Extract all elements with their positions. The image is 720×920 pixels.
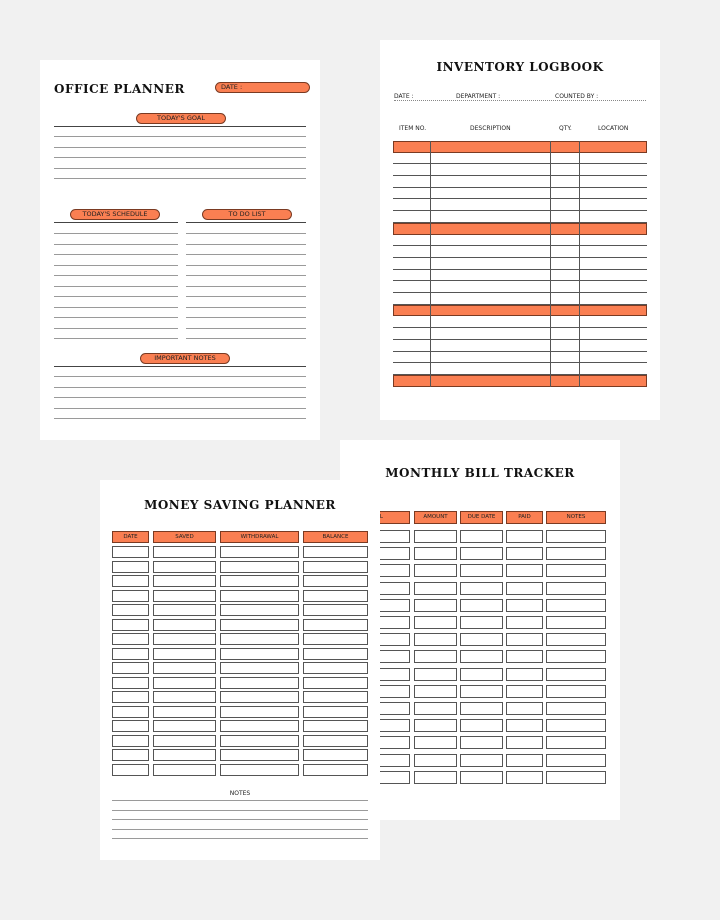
money-cell[interactable] <box>303 735 368 747</box>
inventory-row[interactable] <box>393 317 647 329</box>
money-cell[interactable] <box>153 604 216 616</box>
money-cell[interactable] <box>220 735 299 747</box>
money-cell[interactable] <box>153 590 216 602</box>
inventory-row[interactable] <box>393 258 647 270</box>
todo-line <box>186 328 306 329</box>
bill-col-header: AMOUNT <box>414 511 457 524</box>
money-cell[interactable] <box>153 735 216 747</box>
inventory-row[interactable] <box>393 188 647 200</box>
goal-line <box>54 168 306 169</box>
bill-cell[interactable] <box>460 582 503 595</box>
bill-col-header: PAID <box>506 511 543 524</box>
bill-cell[interactable] <box>506 530 543 543</box>
money-cell[interactable] <box>303 633 368 645</box>
money-cell[interactable] <box>153 720 216 732</box>
money-cell[interactable] <box>153 648 216 660</box>
bill-cell[interactable] <box>414 633 457 646</box>
bill-cell[interactable] <box>506 719 543 732</box>
todo-line <box>186 296 306 297</box>
money-table <box>111 531 369 781</box>
money-cell[interactable] <box>303 706 368 718</box>
bill-cell[interactable] <box>414 547 457 560</box>
bill-cell[interactable] <box>546 582 606 595</box>
office-planner-page <box>40 60 320 440</box>
bill-cell[interactable] <box>460 599 503 612</box>
bill-cell[interactable] <box>414 599 457 612</box>
money-notes-line <box>112 838 368 839</box>
inventory-counted-label: COUNTED BY : <box>555 93 599 100</box>
inventory-section-row <box>393 141 647 153</box>
bill-cell[interactable] <box>546 650 606 663</box>
schedule-line <box>54 338 178 339</box>
money-cell[interactable] <box>112 691 149 703</box>
money-cell[interactable] <box>220 691 299 703</box>
money-cell[interactable] <box>112 604 149 616</box>
bill-cell[interactable] <box>414 668 457 681</box>
money-cell[interactable] <box>153 662 216 674</box>
bill-cell[interactable] <box>460 771 503 784</box>
bill-cell[interactable] <box>506 771 543 784</box>
money-cell[interactable] <box>112 764 149 776</box>
inventory-column-divider <box>579 141 580 387</box>
bill-cell[interactable] <box>414 719 457 732</box>
todo-line <box>186 275 306 276</box>
goal-line <box>54 178 306 179</box>
bill-cell[interactable] <box>546 530 606 543</box>
bill-cell[interactable] <box>506 547 543 560</box>
bill-cell[interactable] <box>460 668 503 681</box>
schedule-line <box>54 317 178 318</box>
inventory-header-dotted-line <box>394 100 646 101</box>
money-col-header: BALANCE <box>303 531 368 543</box>
inventory-department-label: DEPARTMENT : <box>456 93 501 100</box>
money-cell[interactable] <box>303 691 368 703</box>
money-cell[interactable] <box>220 604 299 616</box>
bill-cell[interactable] <box>506 582 543 595</box>
bill-cell[interactable] <box>546 719 606 732</box>
notes-line <box>54 408 306 409</box>
money-cell[interactable] <box>220 677 299 689</box>
bill-cell[interactable] <box>506 616 543 629</box>
money-notes-label: NOTES <box>229 790 251 797</box>
bill-cell[interactable] <box>506 736 543 749</box>
todo-line <box>186 286 306 287</box>
bill-cell[interactable] <box>414 754 457 767</box>
bill-cell[interactable] <box>546 702 606 715</box>
money-cell[interactable] <box>153 706 216 718</box>
inventory-col-description: DESCRIPTION <box>470 125 511 132</box>
bill-table <box>340 511 620 791</box>
inventory-row[interactable] <box>393 176 647 188</box>
money-cell[interactable] <box>220 764 299 776</box>
bill-cell[interactable] <box>460 754 503 767</box>
inventory-row[interactable] <box>393 211 647 223</box>
todo-list-label: TO DO LIST <box>202 209 292 220</box>
bill-cell[interactable] <box>414 650 457 663</box>
inventory-row[interactable] <box>393 200 647 212</box>
money-notes-line <box>112 810 368 811</box>
bill-cell[interactable] <box>506 564 543 577</box>
inventory-column-divider <box>550 141 551 387</box>
money-cell[interactable] <box>220 575 299 587</box>
bill-cell[interactable] <box>460 633 503 646</box>
bill-cell[interactable] <box>546 633 606 646</box>
notes-line <box>54 387 306 388</box>
inventory-col-qty: QTY. <box>559 125 572 132</box>
schedule-line <box>54 275 178 276</box>
bill-cell[interactable] <box>546 685 606 698</box>
bill-col-header: L <box>360 511 410 524</box>
money-saving-planner-page <box>100 480 380 860</box>
bill-cell[interactable] <box>414 685 457 698</box>
bill-cell[interactable] <box>506 599 543 612</box>
inventory-row[interactable] <box>393 340 647 352</box>
todo-top-rule <box>186 222 306 223</box>
money-cell[interactable] <box>153 561 216 573</box>
money-cell[interactable] <box>303 590 368 602</box>
money-cell[interactable] <box>112 619 149 631</box>
money-cell[interactable] <box>220 720 299 732</box>
money-cell[interactable] <box>220 749 299 761</box>
inventory-row[interactable] <box>393 235 647 247</box>
bill-cell[interactable] <box>546 736 606 749</box>
money-cell[interactable] <box>153 764 216 776</box>
todo-line <box>186 233 306 234</box>
todo-line <box>186 338 306 339</box>
money-cell[interactable] <box>303 749 368 761</box>
money-cell[interactable] <box>153 749 216 761</box>
schedule-line <box>54 233 178 234</box>
money-planner-title: MONEY SAVING PLANNER <box>144 498 336 512</box>
money-notes-line <box>112 819 368 820</box>
money-col-header: WITHDRAWAL <box>220 531 299 543</box>
money-cell[interactable] <box>220 662 299 674</box>
money-cell[interactable] <box>112 720 149 732</box>
todo-line <box>186 254 306 255</box>
bill-cell[interactable] <box>414 616 457 629</box>
bill-cell[interactable] <box>546 599 606 612</box>
money-cell[interactable] <box>303 561 368 573</box>
bill-cell[interactable] <box>546 616 606 629</box>
bill-cell[interactable] <box>414 564 457 577</box>
inventory-row[interactable] <box>393 293 647 305</box>
bill-cell[interactable] <box>506 754 543 767</box>
money-cell[interactable] <box>112 575 149 587</box>
office-date-field[interactable]: DATE : <box>215 82 310 93</box>
todo-line <box>186 307 306 308</box>
bill-col-header: NOTES <box>546 511 606 524</box>
money-cell[interactable] <box>303 604 368 616</box>
money-cell[interactable] <box>303 677 368 689</box>
notes-top-rule <box>54 366 306 367</box>
inventory-title: INVENTORY LOGBOOK <box>436 60 604 74</box>
bill-col-header: DUE DATE <box>460 511 503 524</box>
bill-cell[interactable] <box>460 530 503 543</box>
schedule-top-rule <box>54 222 178 223</box>
schedule-line <box>54 296 178 297</box>
schedule-line <box>54 328 178 329</box>
inventory-row[interactable] <box>393 153 647 165</box>
money-cell[interactable] <box>303 575 368 587</box>
schedule-line <box>54 307 178 308</box>
schedule-line <box>54 265 178 266</box>
bill-cell[interactable] <box>460 702 503 715</box>
bill-cell[interactable] <box>546 771 606 784</box>
bill-cell[interactable] <box>414 702 457 715</box>
money-cell[interactable] <box>303 648 368 660</box>
todo-line <box>186 265 306 266</box>
money-cell[interactable] <box>220 633 299 645</box>
money-cell[interactable] <box>112 662 149 674</box>
inventory-section-row <box>393 223 647 235</box>
inventory-row[interactable] <box>393 246 647 258</box>
inventory-row[interactable] <box>393 328 647 340</box>
money-cell[interactable] <box>112 546 149 558</box>
bill-cell[interactable] <box>506 650 543 663</box>
bill-cell[interactable] <box>546 668 606 681</box>
money-cell[interactable] <box>112 648 149 660</box>
inventory-date-label: DATE : <box>394 93 414 100</box>
money-cell[interactable] <box>112 677 149 689</box>
money-cell[interactable] <box>303 546 368 558</box>
bill-cell[interactable] <box>460 736 503 749</box>
money-cell[interactable] <box>153 546 216 558</box>
inventory-row[interactable] <box>393 164 647 176</box>
inventory-table <box>393 141 647 386</box>
bill-cell[interactable] <box>506 702 543 715</box>
money-cell[interactable] <box>220 648 299 660</box>
money-cell[interactable] <box>220 619 299 631</box>
goal-line <box>54 157 306 158</box>
todays-schedule-label: TODAY'S SCHEDULE <box>70 209 160 220</box>
notes-line <box>54 418 306 419</box>
goal-line <box>54 147 306 148</box>
money-cell[interactable] <box>153 633 216 645</box>
money-cell[interactable] <box>112 706 149 718</box>
bill-cell[interactable] <box>460 650 503 663</box>
bill-cell[interactable] <box>414 530 457 543</box>
office-planner-title: OFFICE PLANNER <box>54 82 185 96</box>
money-cell[interactable] <box>112 561 149 573</box>
important-notes-label: IMPORTANT NOTES <box>140 353 230 364</box>
bill-cell[interactable] <box>414 771 457 784</box>
schedule-line <box>54 286 178 287</box>
money-cell[interactable] <box>112 749 149 761</box>
inventory-row[interactable] <box>393 352 647 364</box>
money-col-header: DATE <box>112 531 149 543</box>
notes-line <box>54 397 306 398</box>
money-cell[interactable] <box>220 706 299 718</box>
goal-top-rule <box>54 126 306 127</box>
money-col-header: SAVED <box>153 531 216 543</box>
bill-cell[interactable] <box>460 719 503 732</box>
inventory-col-location: LOCATION <box>598 125 629 132</box>
money-notes-line <box>112 800 368 801</box>
bill-cell[interactable] <box>506 668 543 681</box>
money-cell[interactable] <box>220 546 299 558</box>
money-cell[interactable] <box>112 735 149 747</box>
money-cell[interactable] <box>112 590 149 602</box>
bill-cell[interactable] <box>460 564 503 577</box>
bill-cell[interactable] <box>414 736 457 749</box>
inventory-logbook-page <box>380 40 660 420</box>
inventory-column-divider <box>430 141 431 387</box>
bill-tracker-title: MONTHLY BILL TRACKER <box>385 466 575 480</box>
schedule-line <box>54 254 178 255</box>
schedule-line <box>54 244 178 245</box>
money-cell[interactable] <box>153 691 216 703</box>
bill-cell[interactable] <box>460 547 503 560</box>
todo-line <box>186 244 306 245</box>
money-cell[interactable] <box>220 590 299 602</box>
bill-cell[interactable] <box>506 685 543 698</box>
money-cell[interactable] <box>112 633 149 645</box>
inventory-col-item-no: ITEM NO. <box>399 125 427 132</box>
bill-cell[interactable] <box>506 633 543 646</box>
inventory-section-row <box>393 305 647 317</box>
inventory-row[interactable] <box>393 281 647 293</box>
inventory-row[interactable] <box>393 270 647 282</box>
bill-cell[interactable] <box>546 547 606 560</box>
money-cell[interactable] <box>153 619 216 631</box>
money-cell[interactable] <box>220 561 299 573</box>
money-cell[interactable] <box>153 575 216 587</box>
inventory-section-row <box>393 375 647 387</box>
bill-cell[interactable] <box>460 685 503 698</box>
bill-cell[interactable] <box>460 616 503 629</box>
money-cell[interactable] <box>303 720 368 732</box>
notes-line <box>54 376 306 377</box>
bill-cell[interactable] <box>546 564 606 577</box>
todays-goal-label: TODAY'S GOAL <box>136 113 226 124</box>
goal-line <box>54 136 306 137</box>
bill-cell[interactable] <box>414 582 457 595</box>
monthly-bill-tracker-page <box>340 440 620 820</box>
money-cell[interactable] <box>303 662 368 674</box>
money-notes-line <box>112 829 368 830</box>
bill-cell[interactable] <box>546 754 606 767</box>
money-cell[interactable] <box>303 619 368 631</box>
money-cell[interactable] <box>153 677 216 689</box>
inventory-row[interactable] <box>393 363 647 375</box>
todo-line <box>186 317 306 318</box>
money-cell[interactable] <box>303 764 368 776</box>
